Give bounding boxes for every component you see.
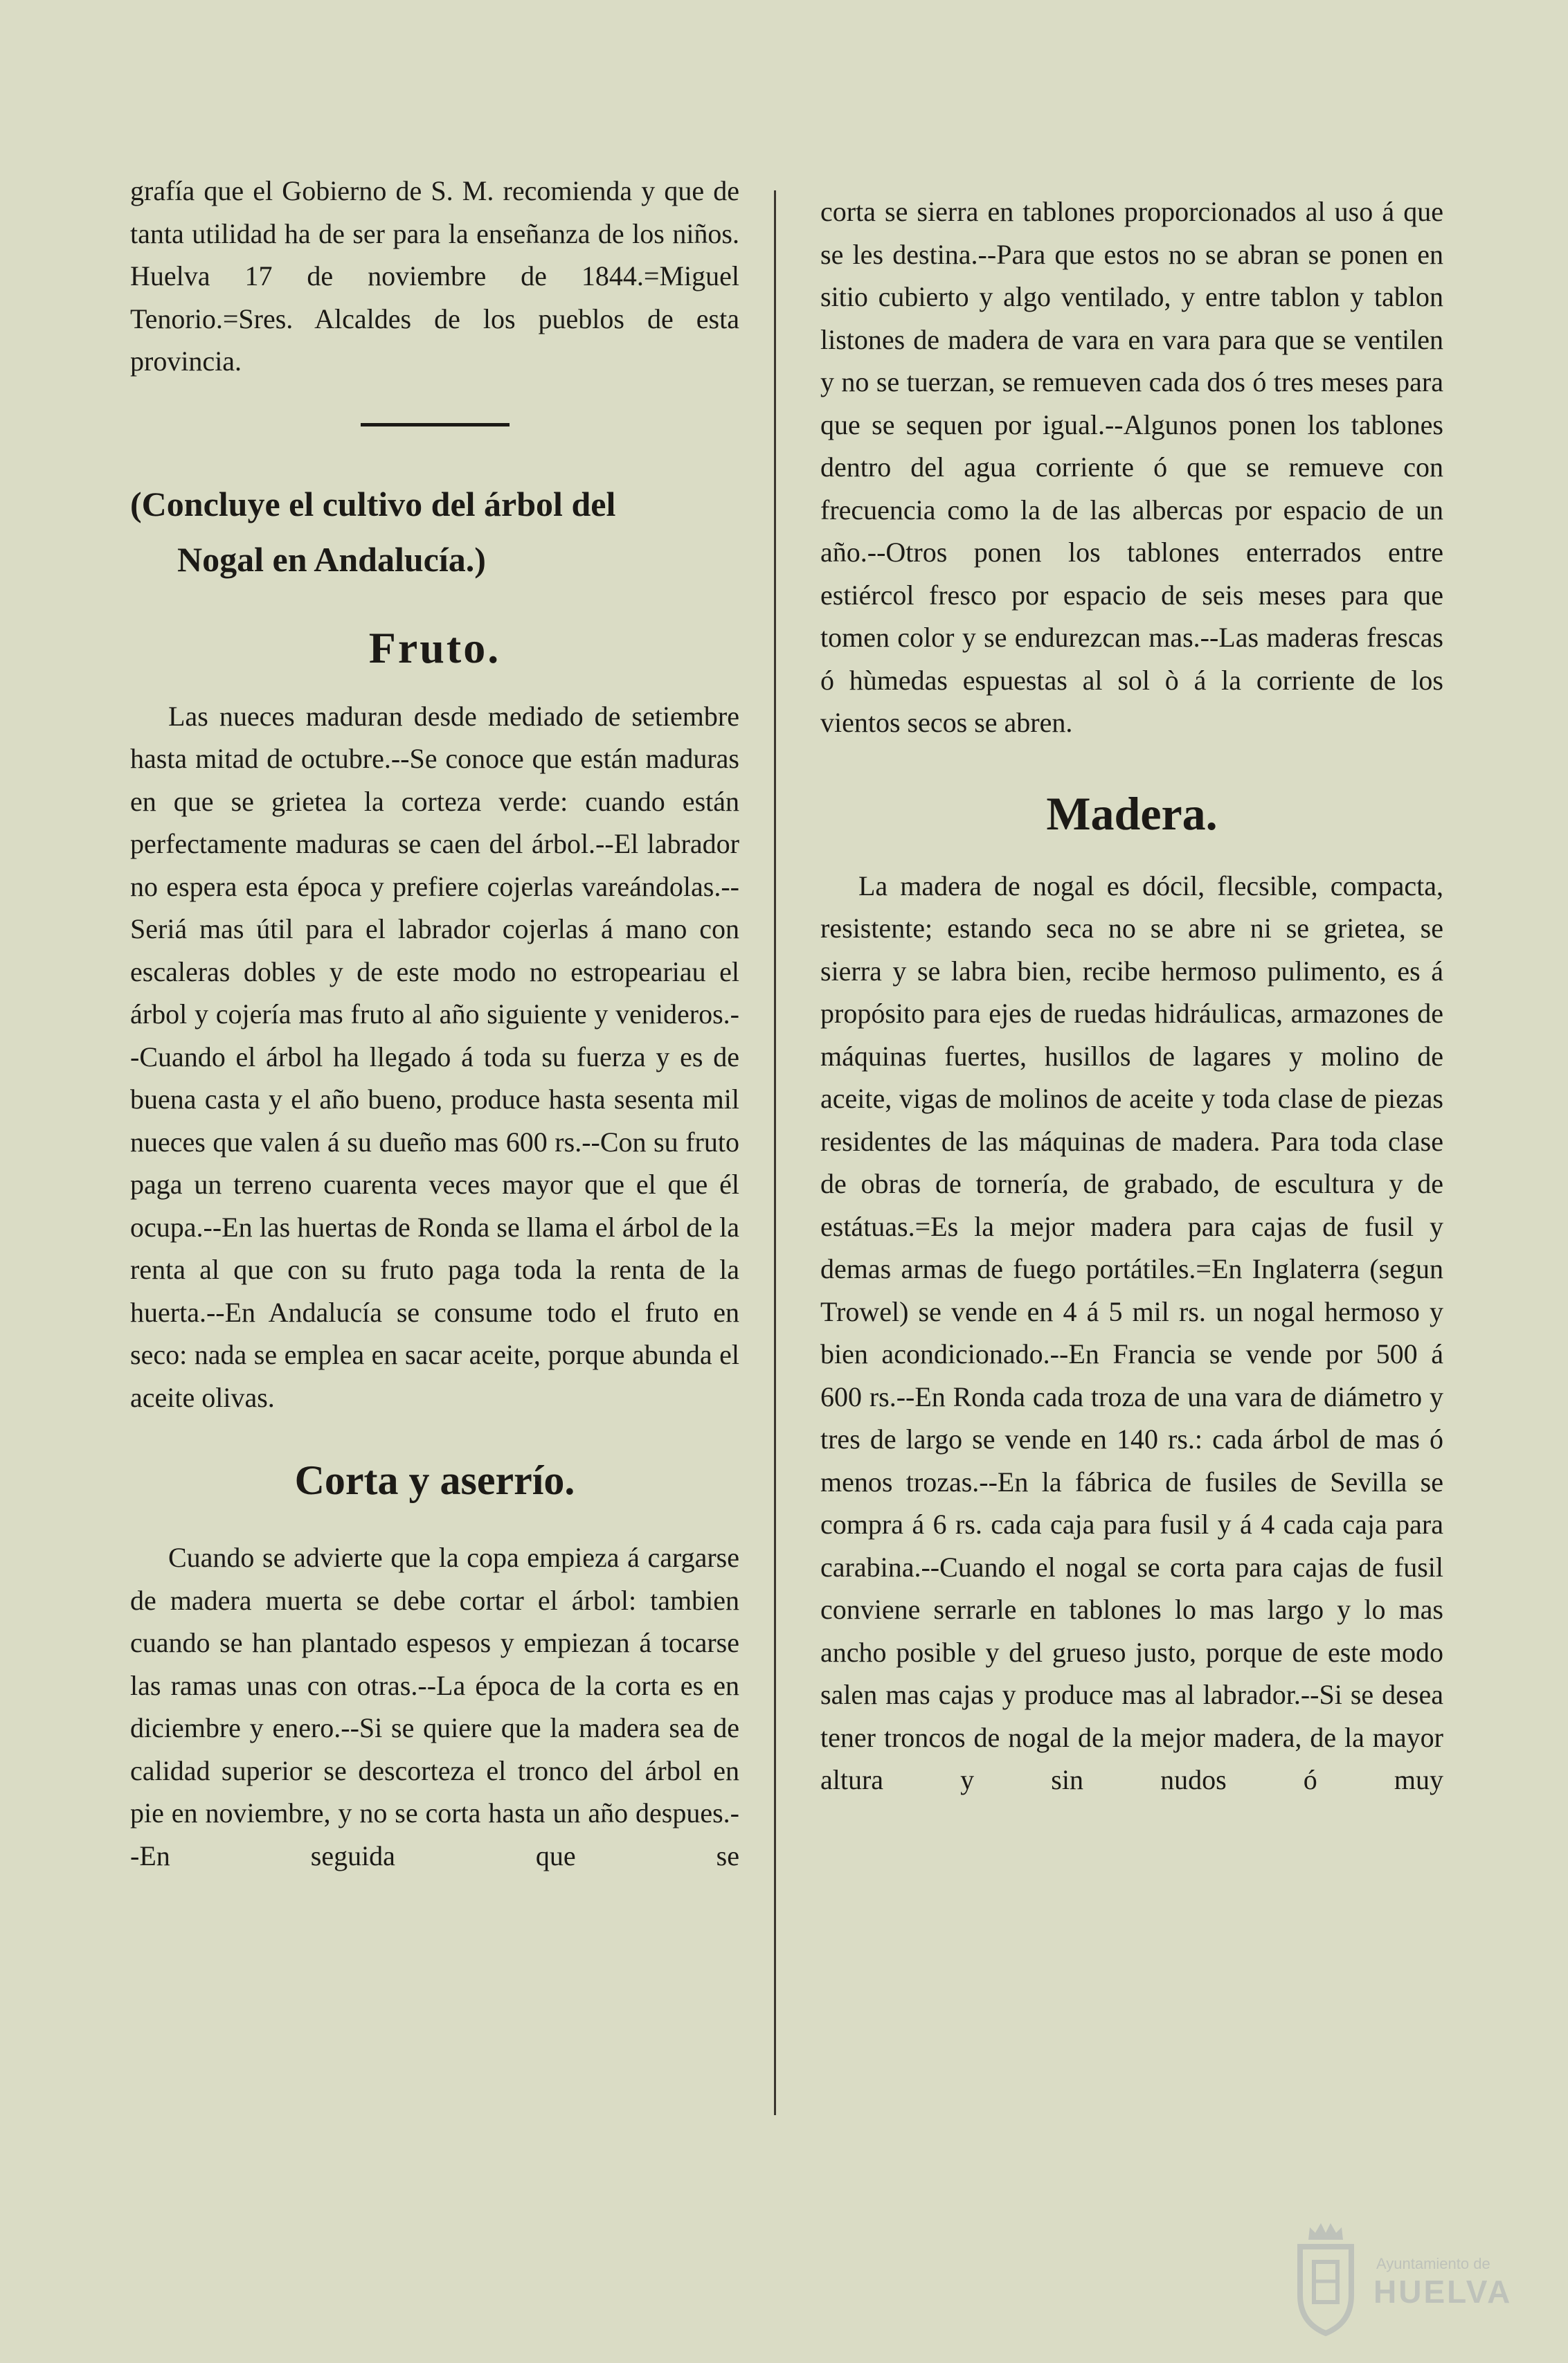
right-column xyxy=(820,190,1443,1802)
intro-paragraph: grafía que el Gobierno de S. M. recomienda y que de tanta utilidad ha de ser para la enseñanza de los niños. Huelva 17 de noviembre de 1844.=Miguel Tenorio.=Sres. Alcaldes de los pueblos de esta provincia. xyxy=(130,175,739,377)
fruto-paragraph: Las nueces maduran desde mediado de setiembre hasta mitad de octubre.--Se conoce que están maduras en que se grietea la corteza verde: cuando están perfectamente maduras se caen del árbol.--El labrador no espera esta época y prefiere cojerlas vareándolas.--Seriá mas útil para el labrador cojerlas á mano con escaleras dobles y de este modo no estropeariau el árbol y cojería mas fruto al año siguiente y venideros.--Cuando el árbol ha llegado á toda su fuerza y es de buena casta y el año bueno, produce hasta sesenta mil nueces que valen á su dueño mas 600 rs.--Con su fruto paga un terreno cuarenta veces mayor que el que él ocupa.--En las huertas de Ronda se llama el árbol de la renta al que con su fruto paga toda la renta de la huerta.--En Andalucía se consume todo el fruto en seco: nada se emplea en sacar aceite, porque abunda el aceite olivas. xyxy=(130,700,739,1413)
corta-paragraph: Cuando se advierte que la copa empieza á cargarse de madera muerta se debe cortar el árbol: tambien cuando se han plantado espesos y empiezan á tocarse las ramas unas con otras.--La época de la corta es en diciembre y enero.--Si se quiere que la madera sea de calidad superior se descorteza el tronco del árbol en pie en noviembre, y no se corta hasta un año despues.--En seguida que se xyxy=(130,1542,739,1871)
column-divider xyxy=(774,190,776,2115)
continuation-paragraph: corta se sierra en tablones proporcionados al uso á que se les destina.--Para que estos no se abran se ponen en sitio cubierto y algo ventilado, y entre tablon y tablon listones de madera de vara en vara para que se ventilen y no se tuerzan, se remueven cada dos ó tres meses para que se sequen por igual.--Algunos ponen los tablones dentro del agua corriente ó que se remueve con frecuencia como la de las albercas por espacio de un año.--Otros ponen los tablones enterrados entre estiércol fresco por espacio de seis meses para que tomen color y se endurezcan mas.--Las maderas frescas ó hùmedas espuestas al sol ò á la corriente de los vientos secos se abren. xyxy=(820,196,1443,738)
archive-watermark xyxy=(1288,2219,1537,2344)
continuation-heading xyxy=(130,476,739,587)
section-title-madera: Madera. xyxy=(1046,787,1218,840)
watermark-line2: HUELVA xyxy=(1373,2274,1513,2310)
city-shield-icon xyxy=(1288,2219,1364,2337)
continuation-heading-line2: Nogal en Andalucía.) xyxy=(177,539,486,579)
separator-rule xyxy=(361,423,510,426)
continuation-heading-line1: (Concluye el cultivo del árbol del xyxy=(130,484,616,523)
madera-paragraph: La madera de nogal es dócil, flecsible, compacta, resistente; estando seca no se abre ni se grietea, se sierra y se labra bien, recibe hermoso pulimento, es á propósito para ejes de ruedas hidráulicas, armazones de máquinas fuertes, husillos de lagares y molino de aceite, vigas de molinos de aceite y toda clase de piezas residentes de las máquinas de madera. Para toda clase de obras de tornería, de grabado, de escultura y de estátuas.=Es la mejor madera para cajas de fusil y demas armas de fuego portátiles.=En Inglaterra (segun Trowel) se vende en 4 á 5 mil rs. un nogal hermoso y bien acondicionado.--En Francia se vende por 500 á 600 rs.--En Ronda cada troza de una vara de diámetro y tres de largo se vende en 140 rs.: cada árbol de mas ó menos trozas.--En la fábrica de fusiles de Sevilla se compra á 6 rs. cada caja para fusil y á 4 cada caja para carabina.--Cuando el nogal se corta para cajas de fusil conviene serrarle en tablones lo mas largo y lo mas ancho posible y del grueso justo, porque de este modo salen mas cajas y produce mas al labrador.--Si se desea tener troncos de nogal de la mejor madera, de la mayor altura y sin nudos ó muy xyxy=(820,870,1443,1795)
section-title-corta: Corta y aserrío. xyxy=(294,1457,575,1503)
watermark-line1: Ayuntamiento de xyxy=(1376,2255,1490,2272)
section-title-fruto: Fruto. xyxy=(368,622,501,672)
left-column xyxy=(130,170,739,1877)
